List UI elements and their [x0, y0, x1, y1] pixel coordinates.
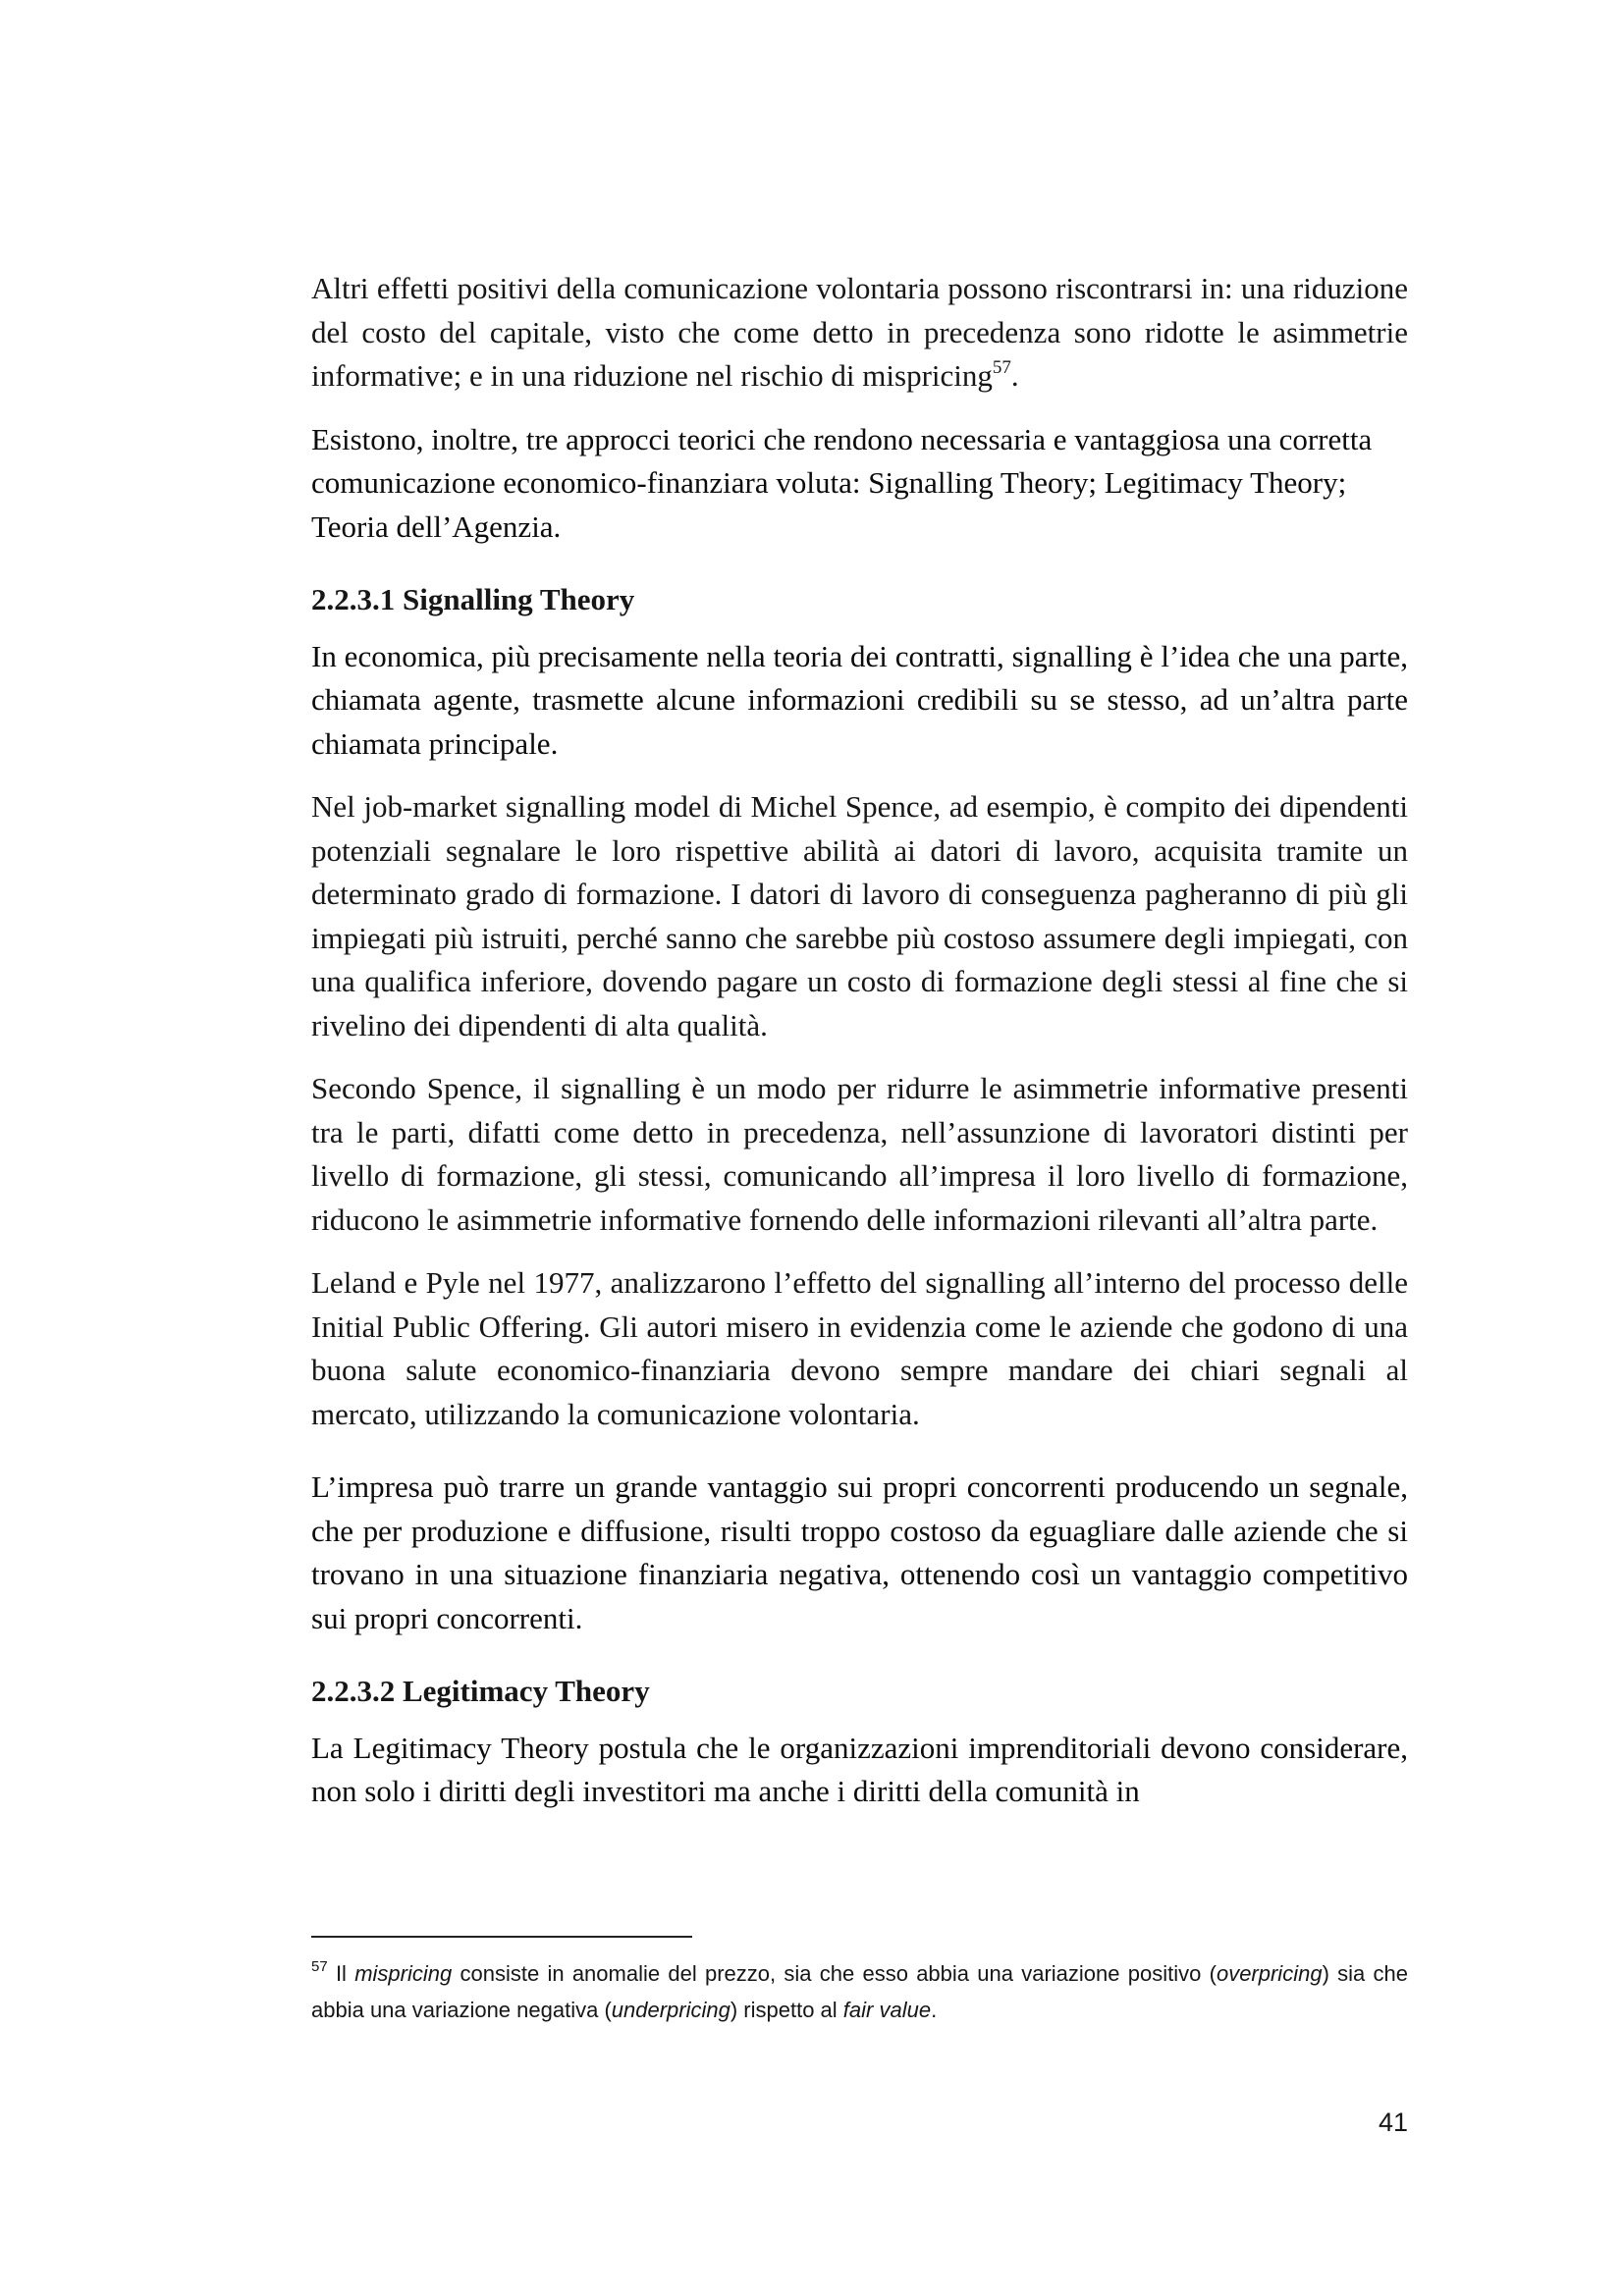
heading-signalling-theory: 2.2.3.1 Signalling Theory — [311, 582, 635, 616]
footnote-term-mispricing: mispricing — [354, 1961, 453, 1986]
paragraph-spence-model: Nel job-market signalling model di Michel Spence, ad esempio, è compito dei dipendenti potenziali segnalare le loro rispettive abilità ai datori di lavoro, acquisita tramite un determinato grado di formazione. I datori di lavoro di conseguenza pagheranno di più gli impiegati più istruiti, perché sanno che sarebbe più costoso assumere degli impiegati, con una qualifica inferiore, dovendo pagare un costo di formazione degli stessi al fine che si rivelino dei dipendenti di alta qualità. — [311, 789, 1408, 1042]
heading-legitimacy-theory: 2.2.3.2 Legitimacy Theory — [311, 1674, 650, 1708]
paragraph-approaches: Esistono, inoltre, tre approcci teorici che rendono necessaria e vantaggiosa una corretta comunicazione economico-finanziara voluta: Signalling Theory; Legitimacy Theory; Teoria dell’Agenzia. — [311, 421, 1373, 544]
footnote-term-underpricing: underpricing — [611, 1998, 730, 2022]
page-number: 41 — [1378, 2108, 1408, 2137]
footnote-number: 57 — [311, 1958, 328, 1975]
footnote-reference[interactable]: 57 — [992, 357, 1011, 378]
paragraph-competitive-advantage: L’impresa può trarre un grande vantaggio sui propri concorrenti producendo un segnale, che per produzione e diffusione, risulti troppo costoso da eguagliare dalle aziende che si trovano in una situazione finanziaria negativa, ottenendo così un vantaggio competitivo sui propri concorrenti. — [311, 1469, 1408, 1635]
footnote-term-fair-value: fair value — [842, 1998, 932, 2022]
footnote-text: ) sia che abbia una variazione negativa ( — [311, 1961, 1408, 2022]
paragraph-text: Altri effetti positivi della comunicazione volontaria possono riscontrarsi in: una riduzione del costo del capitale, visto che come detto in precedenza sono ridotte le asimmetrie informative; e in una riduzione nel rischio di mispricing — [311, 271, 1408, 393]
footnote-term-overpricing: overpricing — [1216, 1961, 1323, 1986]
footnote-text: ) rispetto al — [730, 1998, 843, 2022]
footnote-text: Il — [327, 1961, 355, 1986]
paragraph-signalling-definition: In economica, più precisamente nella teoria dei contratti, signalling è l’idea che una parte, chiamata agente, trasmette alcune informazioni credibili su se stesso, ad un’altra parte chiamata principale. — [311, 638, 1408, 761]
paragraph-end: . — [1010, 358, 1019, 393]
paragraph-leland-pyle: Leland e Pyle nel 1977, analizzarono l’effetto del signalling all’interno del processo delle Initial Public Offering. Gli autori misero in evidenzia come le aziende che godono di una buona salute economico-finanziaria devono sempre mandare dei chiari segnali al mercato, utilizzando la comunicazione volontaria. — [311, 1265, 1408, 1431]
footnote-57 — [311, 1955, 1408, 2028]
paragraph-legitimacy-definition: La Legitimacy Theory postula che le organizzazioni imprenditoriali devono considerare, non solo i diritti degli investitori ma anche i diritti della comunità in — [311, 1730, 1408, 1808]
footnote-separator — [311, 1936, 692, 1938]
body-text — [311, 267, 1408, 1814]
footnote-text: consiste in anomalie del prezzo, sia che esso abbia una variazione positivo ( — [452, 1961, 1217, 1986]
paragraph-mispricing — [311, 267, 1408, 399]
paragraph-spence-asymmetry: Secondo Spence, il signalling è un modo per ridurre le asimmetrie informative presenti tra le parti, difatti come detto in precedenza, nell’assunzione di lavoratori distinti per livello di formazione, gli stessi, comunicando all’impresa il loro livello di formazione, riducono le asimmetrie informative fornendo delle informazioni rilevanti all’altra parte. — [311, 1071, 1408, 1237]
footnote-text: . — [931, 1998, 938, 2022]
